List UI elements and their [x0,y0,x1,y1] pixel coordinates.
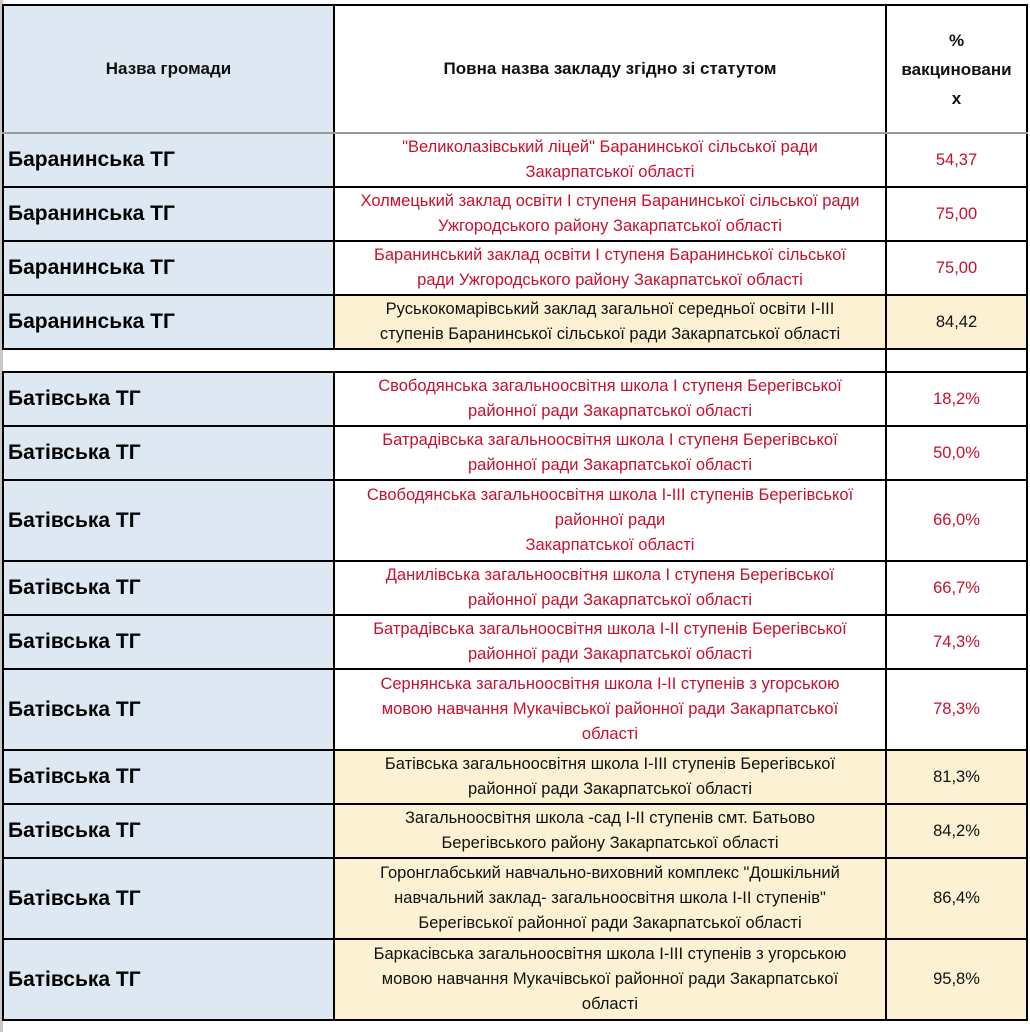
institution-cell[interactable] [334,669,886,750]
community-cell[interactable]: Баранинська ТГ [3,187,334,241]
table-row [3,241,1027,295]
institution-line: районної ради [554,511,666,529]
institution-cell[interactable] [334,750,886,804]
table-row [3,480,1027,561]
table-row [3,295,1027,349]
institution-line: районної ради Закарпатської області [467,591,753,609]
institution-line: районної ради Закарпатської області [467,456,753,474]
institution-line: Батрадівська загальноосвітня школа І-ІІ ступенів Берегівської [373,620,847,638]
table-row [3,372,1027,426]
community-cell[interactable]: Батівська ТГ [3,804,334,858]
header-percent-line3: х [951,88,962,108]
empty-separator-row [3,349,1027,372]
institution-line: Загальноосвітня школа -сад І-ІІ ступенів смт. Батьово [404,809,816,827]
vaccination-table [2,4,1028,1021]
community-cell[interactable]: Баранинська ТГ [3,241,334,295]
institution-line: Баранинський заклад освіти І ступеня Баранинської сільської [374,246,846,264]
percent-cell[interactable]: 18,2% [886,372,1027,426]
community-cell[interactable]: Батівська ТГ [3,939,334,1020]
community-cell[interactable]: Батівська ТГ [3,426,334,480]
institution-line: області [581,995,639,1013]
institution-line: мовою навчання Мукачівської районної ради Закарпатської [381,700,839,718]
percent-cell[interactable]: 66,7% [886,561,1027,615]
institution-line: Руськокомарівський заклад загальної середньої освіти І-ІІІ [385,300,835,318]
institution-line: Баркасівська загальноосвітня школа І-ІІІ ступенів з угорською [373,945,847,963]
institution-line: Свободянська загальноосвітня школа І-ІІІ ступенів Берегівської [366,486,854,504]
table-row [3,426,1027,480]
percent-cell[interactable]: 84,2% [886,804,1027,858]
institution-line: області [581,725,639,743]
institution-line: Батівська загальноосвітня школа І-ІІІ ступенів Берегівської [384,755,836,773]
table-row [3,750,1027,804]
institution-line: Горонглабський навчально-виховний комплекс "Дошкільний [380,864,840,882]
institution-line: районної ради Закарпатської області [467,645,753,663]
institution-cell[interactable] [334,561,886,615]
institution-line: мовою навчання Мукачівської районної ради Закарпатської [381,970,839,988]
institution-cell[interactable] [334,615,886,669]
institution-line: навчальний заклад- загальноосвітня школа І-ІІ ступенів" [394,889,826,907]
institution-cell[interactable] [334,133,886,187]
institution-line: Берегівської районної ради Закарпатської області [418,914,802,932]
percent-cell[interactable]: 86,4% [886,858,1027,939]
institution-line: ступенів Баранинської сільської ради Закарпатської області [379,325,841,343]
institution-line: Сернянська загальноосвітня школа І-ІІ ступенів з угорською [380,675,840,693]
community-cell[interactable]: Батівська ТГ [3,615,334,669]
institution-cell[interactable] [334,858,886,939]
table-row [3,804,1027,858]
percent-cell[interactable]: 84,42 [886,295,1027,349]
community-cell[interactable]: Батівська ТГ [3,750,334,804]
institution-line: Батрадівська загальноосвітня школа І ступеня Берегівської [382,431,838,449]
empty-cell[interactable] [886,349,1027,372]
institution-cell[interactable] [334,939,886,1020]
header-row [3,5,1027,133]
table-row [3,187,1027,241]
institution-line: ради Ужгородського району Закарпатської області [417,271,803,289]
institution-cell[interactable] [334,295,886,349]
percent-cell[interactable]: 81,3% [886,750,1027,804]
percent-cell[interactable]: 95,8% [886,939,1027,1020]
institution-line: "Великолазівський ліцей" Баранинської сільської ради [402,138,818,156]
institution-line: Данилівська загальноосвітня школа І ступеня Берегівської [385,566,835,584]
header-community[interactable]: Назва громади [3,5,334,133]
header-institution[interactable]: Повна назва закладу згідно зі статутом [334,5,886,133]
header-percent-vaccinated[interactable] [886,5,1027,133]
percent-cell[interactable]: 66,0% [886,480,1027,561]
community-cell[interactable]: Батівська ТГ [3,858,334,939]
percent-cell[interactable]: 50,0% [886,426,1027,480]
community-cell[interactable]: Батівська ТГ [3,669,334,750]
community-cell[interactable]: Баранинська ТГ [3,295,334,349]
table-row [3,939,1027,1020]
community-cell[interactable]: Батівська ТГ [3,372,334,426]
empty-cell[interactable] [334,349,886,372]
table-row [3,615,1027,669]
community-cell[interactable]: Батівська ТГ [3,480,334,561]
institution-line: районної ради Закарпатської області [467,780,753,798]
header-percent-line2: вакциновани [901,59,1012,79]
institution-line: Закарпатської області [525,536,695,554]
empty-cell[interactable] [3,349,334,372]
institution-cell[interactable] [334,426,886,480]
table-row [3,858,1027,939]
community-cell[interactable]: Батівська ТГ [3,561,334,615]
percent-cell[interactable]: 75,00 [886,241,1027,295]
institution-line: районної ради Закарпатської області [467,402,753,420]
percent-cell[interactable]: 74,3% [886,615,1027,669]
percent-cell[interactable]: 78,3% [886,669,1027,750]
table-row [3,561,1027,615]
institution-line: Ужгородського району Закарпатської області [438,217,782,235]
institution-cell[interactable] [334,241,886,295]
percent-cell[interactable]: 75,00 [886,187,1027,241]
institution-line: Холмецький заклад освіти І ступеня Баранинської сільської ради [360,192,860,210]
institution-line: Берегівського району Закарпатської області [441,834,779,852]
community-cell[interactable]: Баранинська ТГ [3,133,334,187]
institution-cell[interactable] [334,372,886,426]
table-row [3,669,1027,750]
percent-cell[interactable]: 54,37 [886,133,1027,187]
header-percent-line1: % [948,30,965,50]
table-row [3,133,1027,187]
institution-cell[interactable] [334,804,886,858]
institution-cell[interactable] [334,187,886,241]
institution-cell[interactable] [334,480,886,561]
institution-line: Свободянська загальноосвітня школа І ступеня Берегівської [378,377,842,395]
institution-line: Закарпатської області [525,163,695,181]
